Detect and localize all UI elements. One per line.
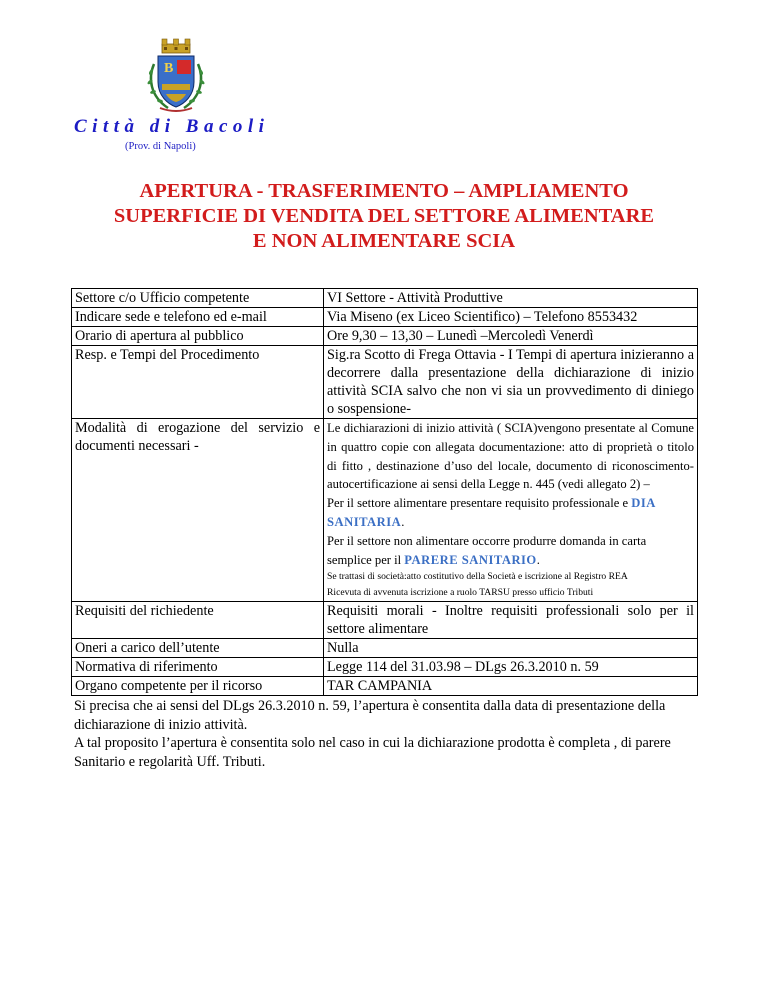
row-label: Requisiti del richiedente: [72, 602, 324, 639]
food-sector-text: Per il settore alimentare presentare requisito professionale e: [327, 496, 629, 511]
table-row: [72, 677, 698, 696]
note-paragraph: A tal proposito l’apertura è consentita solo nel caso in cui la dichiarazione prodotta è completa , di parere Sanitario e regolarità Uff. Tributi.: [74, 735, 671, 770]
table-row: [72, 602, 698, 639]
document-title: [60, 179, 708, 254]
title-line: E NON ALIMENTARE SCIA: [252, 230, 516, 252]
row-value: Requisiti morali - Inoltre requisiti professionali solo per il settore alimentare: [324, 602, 698, 639]
row-label: Indicare sede e telefono ed e-mail: [72, 308, 324, 327]
row-label: Normativa di riferimento: [72, 658, 324, 677]
company-note: Se trattasi di società:atto costitutivo della Società e iscrizione al Registro REA: [327, 571, 628, 583]
documents-nonfood-sector: Per il settore non alimentare occorre produrre domanda in carta semplice per il PARERE SANITARIO.: [327, 533, 647, 567]
note-paragraph: Si precisa che ai sensi del DLgs 26.3.2010 n. 59, l’apertura è consentita dalla data di presentazione della dichiarazione di inizio attività.: [74, 698, 666, 733]
province-label: (Prov. di Napoli): [125, 141, 196, 152]
table-row: [72, 658, 698, 677]
row-value: Sig.ra Scotto di Frega Ottavia - I Tempi di apertura inizieranno a decorrere dalla presentazione della dichiarazione di inizio attività SCIA salvo che non vi sia un provvedimento di diniego o sospensione-: [324, 346, 698, 419]
row-value: Legge 114 del 31.03.98 – DLgs 26.3.2010 n. 59: [324, 658, 698, 677]
documents-food-sector: Per il settore alimentare presentare requisito professionale e DIA SANITARIA.: [327, 496, 656, 529]
table-row: [72, 327, 698, 346]
row-value: Nulla: [324, 639, 698, 658]
table-row: [72, 419, 698, 602]
tarsu-note: Ricevuta di avvenuta iscrizione a ruolo TARSU presso ufficio Tributi: [327, 587, 594, 599]
row-value: TAR CAMPANIA: [324, 677, 698, 696]
row-value: Via Miseno (ex Liceo Scientifico) – Telefono 8553432: [324, 308, 698, 327]
row-value: VI Settore - Attività Produttive: [324, 289, 698, 308]
table-row: [72, 639, 698, 658]
row-label: Organo competente per il ricorso: [72, 677, 324, 696]
row-value: Ore 9,30 – 13,30 – Lunedì –Mercoledì Venerdì: [324, 327, 698, 346]
table-row: [72, 346, 698, 419]
row-label: Orario di apertura al pubblico: [72, 327, 324, 346]
info-table: [71, 288, 698, 696]
nonfood-sector-text: Per il settore non alimentare occorre produrre domanda in carta semplice per il: [327, 533, 647, 567]
documents-text: Le dichiarazioni di inizio attività ( SCIA)vengono presentate al Comune in quattro copie con allegata documentazione: atto di proprietà o titolo di fitto , destinazione d’uso del locale, documento di riconoscimento- autocertificazione ai sensi della Legge n. 445 (vedi allegato 2) –: [327, 421, 694, 492]
row-label: Oneri a carico dell’utente: [72, 639, 324, 658]
row-label: Settore c/o Ufficio competente: [72, 289, 324, 308]
city-name: Città di Bacoli: [74, 116, 270, 137]
svg-text:B: B: [164, 61, 174, 76]
title-line: SUPERFICIE DI VENDITA DEL SETTORE ALIMENTARE: [113, 205, 655, 227]
row-value: [324, 419, 698, 602]
table-row: [72, 308, 698, 327]
dia-sanitaria-highlight: DIA SANITARIA: [327, 496, 656, 529]
row-label: Modalità di erogazione del servizio e documenti necessari -: [72, 419, 324, 602]
table-row: [72, 289, 698, 308]
city-crest-logo: [140, 36, 212, 116]
notes-section: [74, 697, 704, 771]
row-label: Resp. e Tempi del Procedimento: [72, 346, 324, 419]
parere-sanitario-highlight: PARERE SANITARIO: [404, 552, 537, 567]
title-line: APERTURA - TRASFERIMENTO – AMPLIAMENTO: [139, 180, 629, 202]
